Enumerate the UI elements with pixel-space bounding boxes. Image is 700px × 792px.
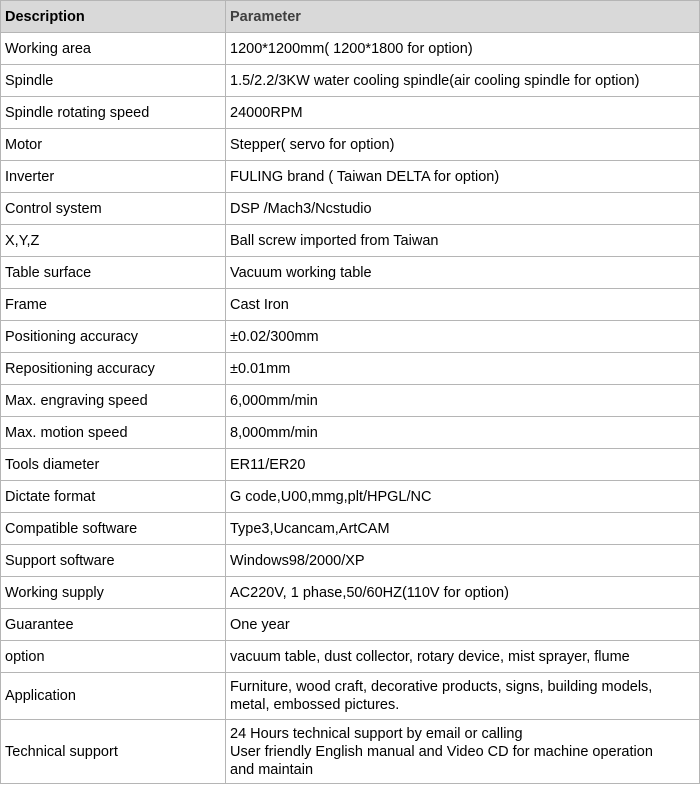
row-label: Dictate format xyxy=(1,481,226,513)
row-label: option xyxy=(1,641,226,673)
table-row xyxy=(1,577,700,609)
value-line: 1200*1200mm( 1200*1800 for option) xyxy=(230,40,473,57)
row-value xyxy=(226,225,700,257)
row-value xyxy=(226,641,700,673)
value-line: and maintain xyxy=(230,761,314,778)
table-row xyxy=(1,720,700,784)
table-row xyxy=(1,417,700,449)
row-value xyxy=(226,161,700,193)
row-label: Spindle xyxy=(1,65,226,97)
row-label: Max. motion speed xyxy=(1,417,226,449)
value-line: ±0.02/300mm xyxy=(230,328,319,345)
row-value xyxy=(226,545,700,577)
value-line: User friendly English manual and Video CD for machine operation xyxy=(230,743,653,760)
row-label: Spindle rotating speed xyxy=(1,97,226,129)
row-value xyxy=(226,720,700,784)
row-label: Compatible software xyxy=(1,513,226,545)
table-row xyxy=(1,481,700,513)
row-label: Technical support xyxy=(1,720,226,784)
row-label: Frame xyxy=(1,289,226,321)
row-value xyxy=(226,673,700,720)
row-value xyxy=(226,129,700,161)
row-value xyxy=(226,289,700,321)
row-value xyxy=(226,321,700,353)
parameter-header: Parameter xyxy=(226,1,700,33)
value-line: 24 Hours technical support by email or calling xyxy=(230,725,523,742)
value-line: Cast Iron xyxy=(230,296,289,313)
value-line: DSP /Mach3/Ncstudio xyxy=(230,200,372,217)
value-line: metal, embossed pictures. xyxy=(230,697,400,713)
row-value xyxy=(226,513,700,545)
table-row xyxy=(1,609,700,641)
table-row xyxy=(1,33,700,65)
value-line: ER11/ER20 xyxy=(230,456,306,473)
row-label: Repositioning accuracy xyxy=(1,353,226,385)
table-row xyxy=(1,97,700,129)
value-line: vacuum table, dust collector, rotary device, mist sprayer, flume xyxy=(230,648,630,665)
row-value xyxy=(226,449,700,481)
table-row xyxy=(1,257,700,289)
table-row xyxy=(1,513,700,545)
table-row xyxy=(1,65,700,97)
description-header: Description xyxy=(1,1,226,33)
row-label: X,Y,Z xyxy=(1,225,226,257)
value-line: Windows98/2000/XP xyxy=(230,552,365,569)
value-line: Vacuum working table xyxy=(230,264,372,281)
table-row xyxy=(1,385,700,417)
row-value xyxy=(226,97,700,129)
table-row xyxy=(1,449,700,481)
row-label: Control system xyxy=(1,193,226,225)
table-row xyxy=(1,289,700,321)
row-label: Max. engraving speed xyxy=(1,385,226,417)
table-row xyxy=(1,161,700,193)
row-value xyxy=(226,481,700,513)
row-value xyxy=(226,257,700,289)
row-label: Table surface xyxy=(1,257,226,289)
table-row xyxy=(1,193,700,225)
value-line: One year xyxy=(230,616,290,633)
table-row xyxy=(1,129,700,161)
row-label: Motor xyxy=(1,129,226,161)
row-label: Positioning accuracy xyxy=(1,321,226,353)
value-line: G code,U00,mmg,plt/HPGL/NC xyxy=(230,488,432,505)
table-row xyxy=(1,673,700,720)
row-label: Working area xyxy=(1,33,226,65)
table-row xyxy=(1,353,700,385)
table-row xyxy=(1,225,700,257)
value-line: Stepper( servo for option) xyxy=(230,136,395,153)
value-line: Ball screw imported from Taiwan xyxy=(230,232,439,249)
table-row xyxy=(1,641,700,673)
row-value xyxy=(226,385,700,417)
row-label: Tools diameter xyxy=(1,449,226,481)
row-value xyxy=(226,417,700,449)
value-line: 1.5/2.2/3KW water cooling spindle(air cooling spindle for option) xyxy=(230,72,640,89)
table-row xyxy=(1,545,700,577)
value-line: AC220V, 1 phase,50/60HZ(110V for option) xyxy=(230,584,509,601)
row-value xyxy=(226,193,700,225)
value-line: ±0.01mm xyxy=(230,360,291,377)
table-row xyxy=(1,321,700,353)
row-value xyxy=(226,65,700,97)
row-label: Support software xyxy=(1,545,226,577)
row-value xyxy=(226,609,700,641)
row-value xyxy=(226,33,700,65)
row-label: Inverter xyxy=(1,161,226,193)
value-line: Type3,Ucancam,ArtCAM xyxy=(230,520,390,537)
value-line: Furniture, wood craft, decorative products, signs, building models, xyxy=(230,679,653,695)
header-row xyxy=(1,1,700,33)
row-value xyxy=(226,577,700,609)
row-label: Application xyxy=(1,673,226,720)
value-line: 6,000mm/min xyxy=(230,392,318,409)
value-line: FULING brand ( Taiwan DELTA for option) xyxy=(230,168,500,185)
value-line: 24000RPM xyxy=(230,104,303,121)
row-label: Guarantee xyxy=(1,609,226,641)
row-value xyxy=(226,353,700,385)
value-line: 8,000mm/min xyxy=(230,424,318,441)
row-label: Working supply xyxy=(1,577,226,609)
